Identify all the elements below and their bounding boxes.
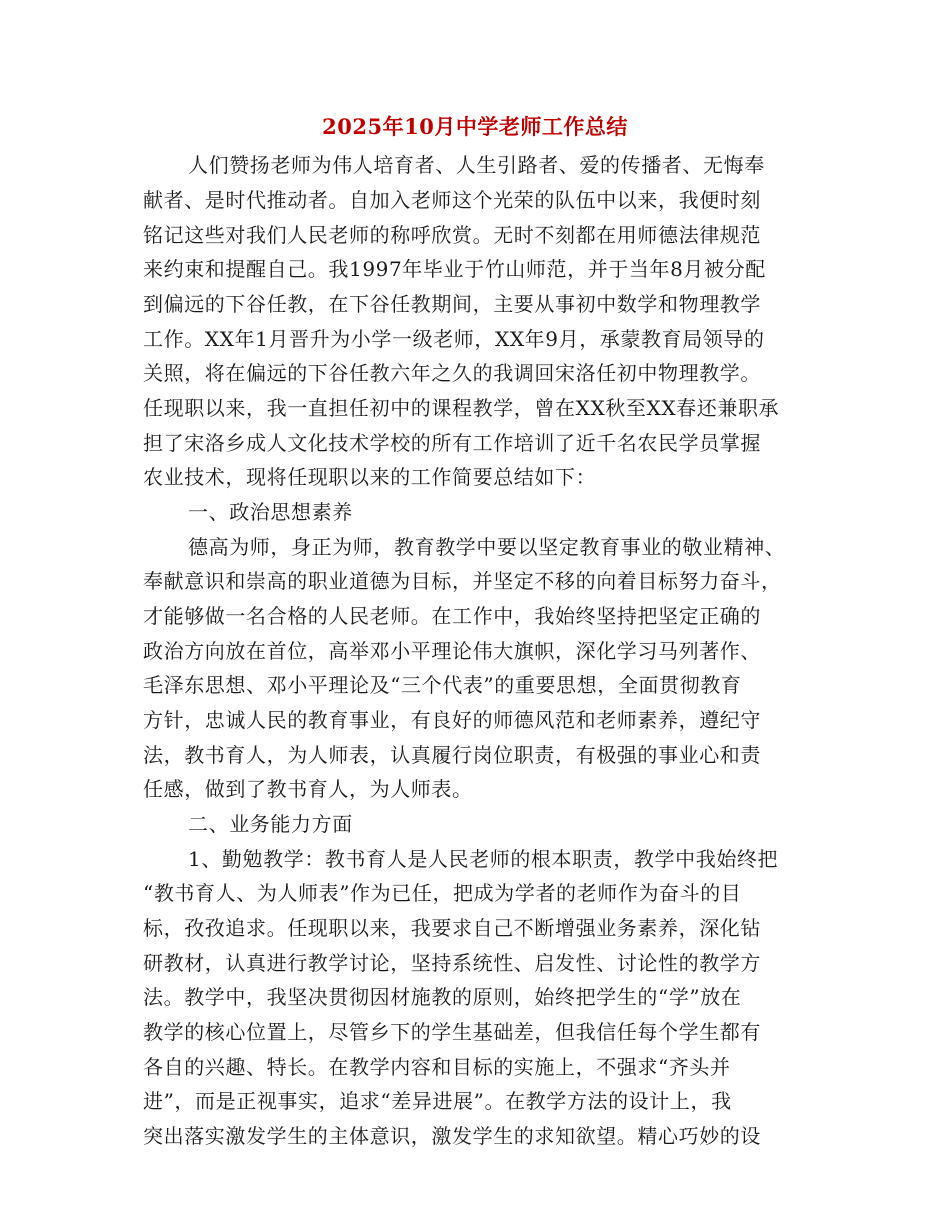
paragraph-line: “教书育人、为人师表”作为已任，把成为学者的老师作为奋斗的目	[143, 881, 742, 905]
section-heading: 二、业务能力方面	[188, 812, 353, 836]
paragraph-line: 奉献意识和崇高的职业道德为目标，并坚定不移的向着目标努力奋斗，	[143, 569, 782, 593]
paragraph-line: 方针，忠诚人民的教育事业，有良好的师德风范和老师素养，遵纪守	[143, 708, 761, 732]
paragraph-line: 标，孜孜追求。任现职以来，我要求自己不断增强业务素养，深化钻	[143, 916, 761, 940]
paragraph-line: 任感，做到了教书育人，为人师表。	[143, 777, 473, 801]
paragraph-line: 研教材，认真进行教学讨论，坚持系统性、启发性、讨论性的教学方	[143, 951, 761, 975]
paragraph-line: 法。教学中，我坚决贯彻因材施教的原则，始终把学生的“学”放在	[143, 985, 742, 1009]
paragraph-line: 进”，而是正视事实，追求“差异进展”。在教学方法的设计上，我	[143, 1089, 732, 1113]
paragraph-line: 担了宋洛乡成人文化技术学校的所有工作培训了近千名农民学员掌握	[143, 431, 761, 455]
paragraph-line: 毛泽东思想、邓小平理论及“三个代表”的重要思想，全面贯彻教育	[143, 673, 742, 697]
paragraph-line: 法，教书育人，为人师表，认真履行岗位职责，有极强的事业心和责	[143, 743, 761, 767]
paragraph-line: 献者、是时代推动者。自加入老师这个光荣的队伍中以来，我便时刻	[143, 188, 761, 212]
section-heading: 一、政治思想素养	[188, 500, 353, 524]
paragraph-line: 德高为师，身正为师，教育教学中要以坚定教育事业的敬业精神、	[188, 535, 786, 559]
paragraph-line: 铭记这些对我们人民老师的称呼欣赏。无时不刻都在用师德法律规范	[143, 223, 761, 247]
paragraph-line: 农业技术，现将任现职以来的工作简要总结如下：	[143, 465, 597, 489]
paragraph-line: 工作。XX年1月晋升为小学一级老师，XX年9月，承蒙教育局领导的	[143, 327, 765, 351]
paragraph-line: 政治方向放在首位，高举邓小平理论伟大旗帜，深化学习马列著作、	[143, 639, 761, 663]
paragraph-line: 教学的核心位置上，尽管乡下的学生基础差，但我信任每个学生都有	[143, 1020, 761, 1044]
paragraph-line: 来约束和提醒自己。我1997年毕业于竹山师范，并于当年8月被分配	[143, 257, 766, 281]
paragraph-line: 关照，将在偏远的下谷任教六年之久的我调回宋洛任初中物理教学。	[143, 361, 761, 385]
paragraph-line: 1、勤勉教学：教书育人是人民老师的根本职责，教学中我始终把	[188, 847, 779, 871]
paragraph-line: 各自的兴趣、特长。在教学内容和目标的实施上，不强求“齐头并	[143, 1055, 731, 1079]
paragraph-line: 任现职以来，我一直担任初中的课程教学，曾在XX秋至XX春还兼职承	[143, 396, 780, 420]
paragraph-line: 到偏远的下谷任教，在下谷任教期间，主要从事初中数学和物理教学	[143, 292, 761, 316]
document-title: 2025年10月中学老师工作总结	[322, 114, 628, 139]
paragraph-line: 人们赞扬老师为伟人培育者、人生引路者、爱的传播者、无悔奉	[188, 153, 765, 177]
paragraph-line: 突出落实激发学生的主体意识，激发学生的求知欲望。精心巧妙的设	[143, 1124, 761, 1148]
paragraph-line: 才能够做一名合格的人民老师。在工作中，我始终坚持把坚定正确的	[143, 604, 761, 628]
